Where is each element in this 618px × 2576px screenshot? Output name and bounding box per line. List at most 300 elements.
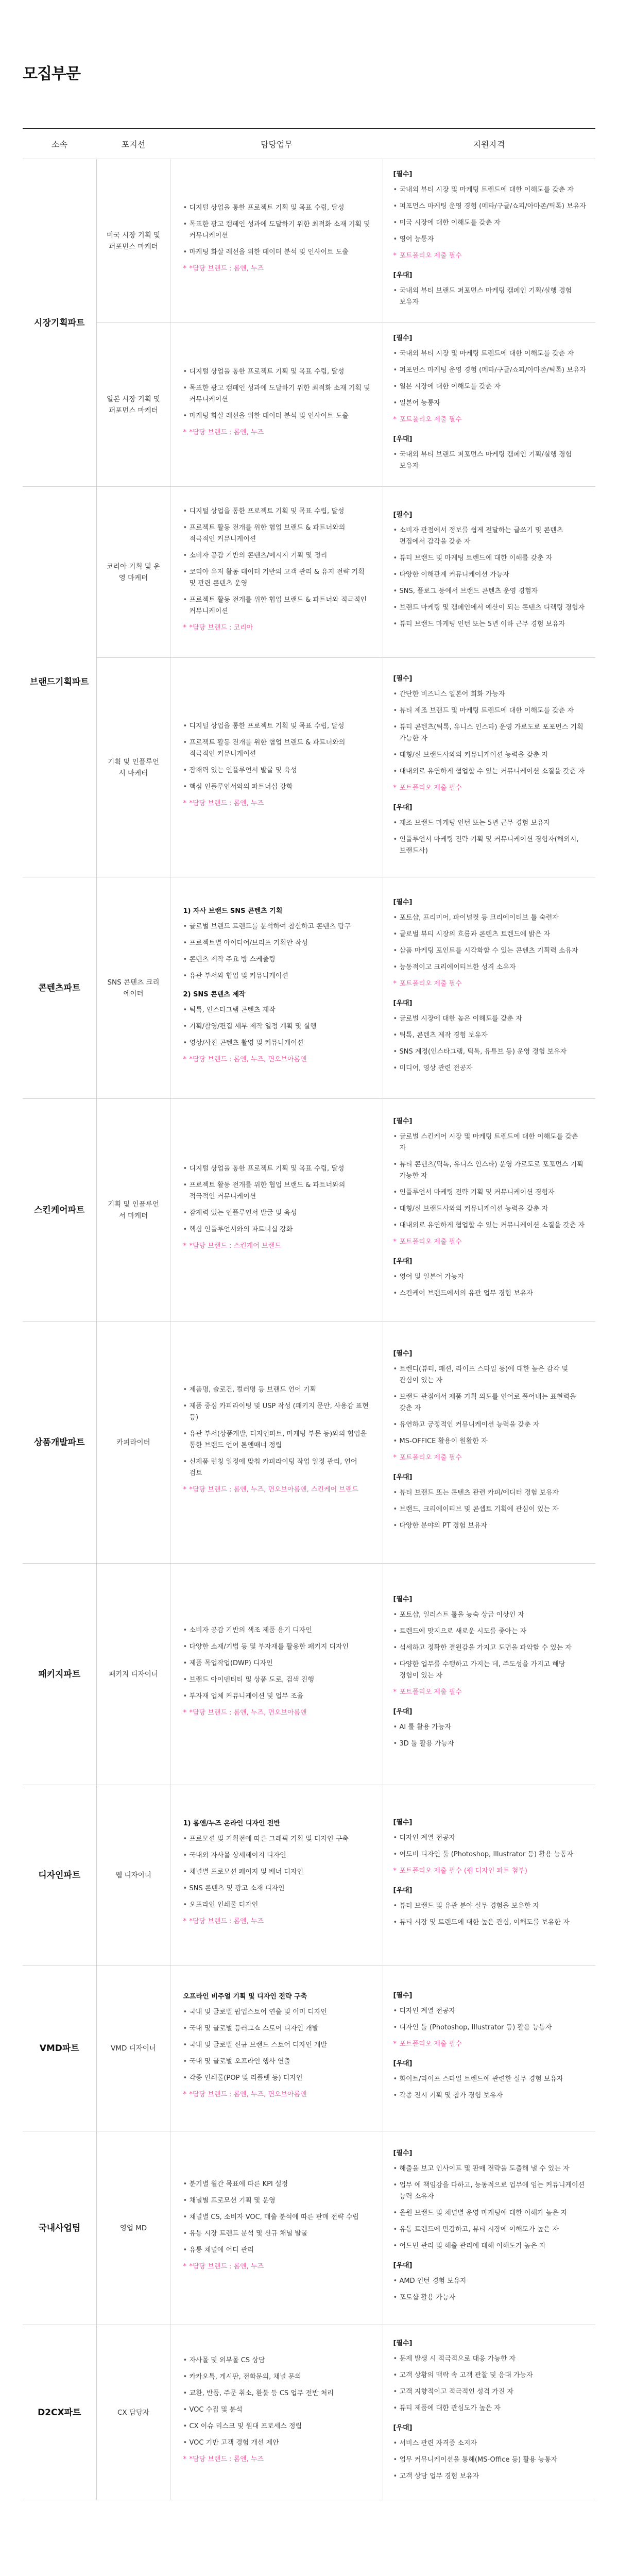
- qualification-section-heading: [필수]: [393, 2149, 413, 2157]
- qualification-list: [393, 525, 587, 630]
- duty-item: • 브랜드 아이덴티티 및 상품 도로, 검색 진행: [183, 1674, 371, 1686]
- position-cell: 기획 및 인플루언서 마케터: [96, 658, 170, 877]
- duty-list: [183, 2355, 371, 2465]
- header-duties: 담당업무: [170, 128, 383, 159]
- duties-cell: [170, 1564, 383, 1785]
- duty-note: * *담당 브랜드 : 롬앤, 누즈: [183, 798, 371, 809]
- qualification-item: • 포토샵, 일러스트 툴을 능숙 상급 이상인 자: [393, 1609, 587, 1621]
- qualifications-cell: [383, 159, 595, 323]
- table-row: [23, 1965, 595, 2131]
- table-row: [23, 1099, 595, 1321]
- duty-item: • 채널별 CS, 소비자 VOC, 매출 분석에 따른 판매 전략 수립: [183, 2212, 371, 2223]
- position-cell: CX 담당자: [96, 2325, 170, 2500]
- qualification-item: • 국내외 뷰티 브랜드 퍼포먼스 마케팅 캠페인 기획/실행 경험 보유자: [393, 449, 587, 472]
- duty-list: [183, 921, 371, 982]
- duty-list: [183, 202, 371, 275]
- qualification-note: * 포트폴리오 제출 필수 (웹 디자인 파트 첨부): [393, 1866, 587, 1877]
- qualification-section: [393, 1817, 587, 1877]
- duty-item: • 프로젝트별 아이디어/브리프 기획안 작성: [183, 938, 371, 949]
- qualifications-cell: [383, 323, 595, 487]
- qualifications-cell: [383, 877, 595, 1099]
- duty-item: • 소비자 공감 기반의 색조 제품 용기 디자인: [183, 1625, 371, 1636]
- duty-item: • 목표한 광고 캠페인 성과에 도달하기 위한 최적화 소재 기획 및 커뮤니케이션: [183, 219, 371, 242]
- table-row: [23, 658, 595, 877]
- duty-item: • 제품명, 슬로건, 컬러명 등 브랜드 언어 기획: [183, 1384, 371, 1396]
- qualification-note: * 포트폴리오 제출 필수: [393, 2039, 587, 2050]
- duty-section-heading: 1) 자사 브랜드 SNS 콘텐츠 기획: [183, 907, 283, 915]
- table-row: [23, 487, 595, 658]
- duty-item: • CX 이슈 리스크 및 원대 프로세스 정립: [183, 2421, 371, 2432]
- duties-cell: [170, 323, 383, 487]
- qualification-list: [393, 1272, 587, 1299]
- duty-item: • 국내외 자사몰 상세페이지 디자인: [183, 1850, 371, 1861]
- qualification-item: • 업무 커뮤니케이션을 통해(MS-Office 등) 활용 능통자: [393, 2454, 587, 2466]
- qualification-item: • 뷰티 콘텐츠(틱톡, 유니스 인스타) 운영 가로도로 포포먼스 기획 가능한 자: [393, 722, 587, 744]
- qualification-section: [393, 1706, 587, 1750]
- qualification-item: • 올원 브랜드 및 채널별 운영 마케팅에 대한 이해가 높은 자: [393, 2208, 587, 2219]
- duty-item: • 채널별 프로모션 기획 및 운영: [183, 2195, 371, 2207]
- qualification-section: [393, 998, 587, 1074]
- division-cell: 시장기획파트: [23, 159, 96, 487]
- duty-item: • 국내 및 글로벌 팝업스토어 연출 및 이미 디자인: [183, 2007, 371, 2018]
- qualification-section-heading: [필수]: [393, 1349, 413, 1358]
- duty-item: • 디지털 상업을 통한 프로젝트 기획 및 목표 수립, 달성: [183, 506, 371, 517]
- qualification-item: • 영어 능통자: [393, 234, 587, 245]
- duty-note: * *담당 브랜드 : 롬앤, 누즈: [183, 2454, 371, 2465]
- qualifications-cell: [383, 1564, 595, 1785]
- table-row: [23, 1321, 595, 1564]
- duties-cell: [170, 877, 383, 1099]
- qualifications-cell: [383, 2325, 595, 2500]
- qualification-item: • 고객 지향적이고 적극적인 성격 가진 자: [393, 2386, 587, 2398]
- qualification-item: • 삼품 마케팅 포인트를 시각화할 수 있는 콘텐츠 기획력 소유자: [393, 945, 587, 957]
- duties-cell: [170, 2131, 383, 2325]
- qualification-section-heading: [우대]: [393, 2424, 413, 2432]
- duty-section: [183, 2355, 371, 2465]
- position-cell: 영업 MD: [96, 2131, 170, 2325]
- duties-cell: [170, 1965, 383, 2131]
- division-cell: 디자인파트: [23, 1785, 96, 1965]
- duty-item: • 유통 시장 트렌드 분석 및 신규 채널 발굴: [183, 2228, 371, 2240]
- qualification-note: * 포트폴리오 제출 필수: [393, 783, 587, 794]
- duties-cell: [170, 658, 383, 877]
- duty-item: • 마케팅 화살 레선을 위한 데이터 분석 및 인사이트 도출: [183, 411, 371, 422]
- duties-cell: [170, 487, 383, 658]
- duties-cell: [170, 1785, 383, 1965]
- duty-section: [183, 1384, 371, 1496]
- qualification-item: • 3D 툴 활용 가능자: [393, 1738, 587, 1750]
- duty-item: • 프로젝트 활동 전개를 위한 협업 브랜드 & 파트너와의 적극적인 커뮤니케이션: [183, 737, 371, 760]
- duty-item: • SNS 콘텐츠 및 광고 소재 디자인: [183, 1883, 371, 1894]
- duty-item: • 국내 및 글로벌 오프라인 행사 연출: [183, 2056, 371, 2067]
- duties-cell: [170, 1321, 383, 1564]
- qualification-item: • 글로벌 뷰티 시장의 흐름과 콘텐츠 트렌드에 밝은 자: [393, 929, 587, 940]
- qualification-item: • 유통 트렌드에 민감하고, 뷰티 시장에 이해도가 높은 자: [393, 2224, 587, 2235]
- duty-note: * *담당 브랜드 : 롬앤, 누즈: [183, 2261, 371, 2273]
- duty-section: [183, 1625, 371, 1719]
- qualification-item: • 퍼포먼스 마케팅 운영 경험 (메타/구글/쇼피/아마존/틱톡) 보유자: [393, 201, 587, 212]
- qualification-section-heading: [우대]: [393, 2059, 413, 2067]
- duty-item: • 틱톡, 인스타그램 콘텐츠 제작: [183, 1005, 371, 1016]
- duty-note: * *담당 브랜드 : 롬앤, 누즈: [183, 427, 371, 438]
- qualification-section-heading: [우대]: [393, 1886, 413, 1894]
- qualification-item: • 국내외 뷰티 시장 및 마케팅 트렌드에 대한 이해도를 갖춘 자: [393, 184, 587, 196]
- qualification-section-heading: [필수]: [393, 1818, 413, 1826]
- qualification-item: • 대내외로 유연하게 협업할 수 있는 커뮤니케이션 소질을 갖춘 자: [393, 766, 587, 777]
- qualification-section-heading: [필수]: [393, 1117, 413, 1125]
- division-cell: 상품개발파트: [23, 1321, 96, 1564]
- qualification-list: [393, 1833, 587, 1877]
- duty-section-heading: 오프라인 비주얼 기획 및 디자인 전략 구축: [183, 1992, 307, 2001]
- duties-cell: [170, 159, 383, 323]
- qualification-section-heading: [우대]: [393, 1473, 413, 1481]
- duty-item: • 디지털 상업을 통한 프로젝트 기획 및 목표 수립, 달성: [183, 366, 371, 378]
- qualification-item: • AMD 인턴 경험 보유자: [393, 2276, 587, 2287]
- qualification-item: • 포토샵 활용 가능자: [393, 2292, 587, 2303]
- position-cell: 카피라이터: [96, 1321, 170, 1564]
- qualification-section: [393, 2148, 587, 2252]
- qualification-item: • 다양한 분야의 PT 경험 보유자: [393, 1520, 587, 1532]
- qualification-section: [393, 2058, 587, 2102]
- qualification-section: [393, 1472, 587, 1532]
- division-cell: 콘텐츠파트: [23, 877, 96, 1099]
- qualification-item: • 트렌드에 맞지으로 새로운 시도를 좋아는 자: [393, 1626, 587, 1637]
- division-cell: 패키지파트: [23, 1564, 96, 1785]
- qualification-item: • 글로벌 시장에 대한 높은 이해도를 갖춘 자: [393, 1013, 587, 1025]
- duty-item: • 디지털 상업을 통한 프로젝트 기획 및 목표 수립, 달성: [183, 202, 371, 214]
- duty-section: [183, 1818, 371, 1927]
- qualification-section-heading: [필수]: [393, 334, 413, 342]
- duty-item: • VOC 수집 및 분석: [183, 2404, 371, 2416]
- qualification-item: • 뷰티 시장 및 트렌드에 대한 높은 관심, 이해도를 보유한 자: [393, 1917, 587, 1928]
- qualification-list: [393, 1013, 587, 1074]
- duty-item: • 유통 채널에 어디 관리: [183, 2245, 371, 2256]
- qualification-section-heading: [필수]: [393, 674, 413, 683]
- qualification-item: • 트렌디(뷰티, 패션, 라이프 스타일 등)에 대한 높은 감각 및 관심이 있는 자: [393, 1364, 587, 1386]
- division-cell: 국내사업팀: [23, 2131, 96, 2325]
- qualification-item: • 화이트/라이프 스타일 트렌드에 관련한 실무 경험 보유자: [393, 2074, 587, 2085]
- duty-list: [183, 1384, 371, 1496]
- duty-item: • 프로젝트 활동 전개를 위한 협업 브랜드 & 파트너와의 적극적인 커뮤니케이션: [183, 522, 371, 545]
- duty-item: • 프로모션 및 기획전에 따른 그래픽 기획 및 디자인 구축: [183, 1834, 371, 1845]
- position-cell: 패키지 디자이너: [96, 1564, 170, 1785]
- duty-list: [183, 1625, 371, 1719]
- qualifications-cell: [383, 1321, 595, 1564]
- qualification-note: * 포트폴리오 제출 필수: [393, 1452, 587, 1464]
- qualification-section-heading: [필수]: [393, 2339, 413, 2347]
- qualification-item: • 영어 및 일본어 가능자: [393, 1272, 587, 1283]
- qualifications-cell: [383, 2131, 595, 2325]
- duty-item: • 프로젝트 활동 전개를 위한 협업 브랜드 & 파트너와 적극적인 커뮤니케이션: [183, 595, 371, 617]
- qualification-item: • 인플루언서 마케팅 전략 기획 및 커뮤니케이션 경험자: [393, 1187, 587, 1198]
- table-row: [23, 2325, 595, 2500]
- duty-section-heading: 1) 롬앤/누즈 온라인 디자인 전반: [183, 1819, 281, 1827]
- header-position: 포지션: [96, 128, 170, 159]
- qualification-section-heading: [필수]: [393, 511, 413, 519]
- duty-section: [183, 906, 371, 982]
- qualification-item: • 스킨케어 브랜드에서의 유관 업무 경험 보유자: [393, 1288, 587, 1299]
- qualification-section-heading: [우대]: [393, 1707, 413, 1716]
- qualification-section: [393, 1885, 587, 1928]
- qualification-item: • 브랜드 관점에서 제품 기획 의도를 언어로 풀어내는 표현력을 갖춘 자: [393, 1392, 587, 1414]
- duty-item: • 글로벌 브랜드 트렌드를 분석하여 참신하고 콘텐츠 탐구: [183, 921, 371, 933]
- duty-item: • 디지털 상업을 통한 프로젝트 기획 및 목표 수립, 달성: [183, 1163, 371, 1175]
- qualification-note: * 포트폴리오 제출 필수: [393, 250, 587, 262]
- duty-list: [183, 721, 371, 809]
- duty-item: • 소비자 공감 기반의 콘텐츠/메시지 기획 및 정리: [183, 550, 371, 562]
- duty-item: • 프로젝트 활동 전개를 위한 협업 브랜드 & 파트너와의 적극적인 커뮤니케이션: [183, 1180, 371, 1202]
- qualification-item: • 포토샵, 프리미어, 파이널컷 등 크리에이티브 툴 숙련자: [393, 912, 587, 924]
- position-cell: 일본 시장 기획 및 퍼포먼스 마케터: [96, 323, 170, 487]
- duties-cell: [170, 2325, 383, 2500]
- qualification-item: • 어도비 디자인 툴 (Photoshop, Illustrator 등) 활용 능통자: [393, 1849, 587, 1860]
- duty-item: • 마케팅 화살 레선을 위한 데이터 분석 및 인사이트 도출: [183, 247, 371, 258]
- qualification-list: [393, 2006, 587, 2050]
- qualification-item: • 뷰티 브랜드 또는 콘텐츠 관련 카피/에디터 경험 보유자: [393, 1487, 587, 1499]
- duty-item: • 디지털 상업을 통한 프로젝트 기획 및 목표 수립, 달성: [183, 721, 371, 732]
- duty-item: • 교환, 반품, 주문 취소, 환불 등 CS 업무 전반 처리: [183, 2388, 371, 2399]
- duty-section: [183, 202, 371, 275]
- qualification-item: • 뷰티 제품에 대한 관심도가 높은 자: [393, 2403, 587, 2414]
- qualification-section-heading: [우대]: [393, 1257, 413, 1265]
- duty-list: [183, 2007, 371, 2100]
- duty-item: • 잠재력 있는 인플루언서 발굴 및 육성: [183, 765, 371, 776]
- qualification-item: • 문제 발생 시 적극적으로 대응 가능한 자: [393, 2353, 587, 2365]
- qualification-item: • 뷰티 브랜드 및 마케팅 트렌드에 대한 이해를 갖춘 자: [393, 553, 587, 564]
- duty-note: * *담당 브랜드 : 롬앤, 누즈: [183, 263, 371, 275]
- qualification-section: [393, 270, 587, 308]
- qualification-item: • 제조 브랜드 마케팅 인턴 또는 5년 근무 경험 보유자: [393, 818, 587, 829]
- qualification-list: [393, 184, 587, 262]
- position-cell: 기획 및 인플루언서 마케터: [96, 1099, 170, 1321]
- qualification-section: [393, 333, 587, 426]
- qualification-list: [393, 2353, 587, 2414]
- duty-list: [183, 2179, 371, 2273]
- division-cell: 스킨케어파트: [23, 1099, 96, 1321]
- duty-section: [183, 366, 371, 438]
- qualification-list: [393, 1722, 587, 1750]
- duty-item: • 신제품 런칭 일정에 맞춰 카피라이팅 작업 일정 관리, 언어 검토: [183, 1456, 371, 1479]
- duty-list: [183, 1834, 371, 1927]
- page-title: 모집부문: [23, 65, 80, 83]
- qualification-item: • 소비자 관점에서 정보를 쉽게 전달하는 글쓰기 및 콘텐츠 편집에서 감각을 갖춘 자: [393, 525, 587, 548]
- qualification-section: [393, 434, 587, 472]
- duties-cell: [170, 1099, 383, 1321]
- duty-note: * *담당 브랜드 : 스킨케어 브랜드: [183, 1241, 371, 1252]
- qualification-item: • 고객 상황의 맥락 속 고객 관찰 및 응대 가능자: [393, 2370, 587, 2381]
- qualification-item: • 업무 에 책임감을 다하고, 능동적으로 업무에 임는 커뮤니케이션 능력 소유자: [393, 2180, 587, 2202]
- qualification-list: [393, 1487, 587, 1532]
- qualification-section-heading: [우대]: [393, 999, 413, 1007]
- table-header-row: [23, 128, 595, 159]
- qualification-item: • AI 툴 활용 가능자: [393, 1722, 587, 1733]
- table-row: [23, 159, 595, 323]
- qualification-item: • 퍼포먼스 마케팅 운영 경험 (메타/구글/쇼피/아마존/틱톡) 보유자: [393, 365, 587, 376]
- table-row: [23, 2131, 595, 2325]
- duty-list: [183, 1005, 371, 1065]
- duty-section: [183, 1991, 371, 2100]
- duty-item: • 핵심 인플루언서와의 파트너십 강화: [183, 782, 371, 793]
- qualification-section-heading: [필수]: [393, 1595, 413, 1603]
- qualification-item: • 다양한 업무를 수행하고 가지는 데, 주도성을 가지고 해당 경험이 있는 자: [393, 1659, 587, 1682]
- qualification-list: [393, 285, 587, 308]
- position-cell: 웹 디자이너: [96, 1785, 170, 1965]
- duty-note: * *담당 브랜드 : 롬앤, 누즈, 면오브아롬앤: [183, 1054, 371, 1065]
- qualification-section: [393, 169, 587, 262]
- qualification-section-heading: [필수]: [393, 898, 413, 906]
- duty-item: • 유관 부서(상품개발, 디자인파트, 마케팅 부문 등)와의 협업을 통한 브랜드 언어 톤앤매너 정립: [183, 1429, 371, 1451]
- duty-item: • 카카오톡, 게시판, 전화문의, 채널 문의: [183, 2371, 371, 2383]
- qualification-list: [393, 2163, 587, 2252]
- qualifications-cell: [383, 1099, 595, 1321]
- qualification-section-heading: [우대]: [393, 803, 413, 811]
- qualification-section: [393, 802, 587, 857]
- table-row: [23, 1785, 595, 1965]
- duty-note: * *담당 브랜드 : 롬앤, 누즈, 면오브아롬앤: [183, 1707, 371, 1719]
- duty-section: [183, 2179, 371, 2273]
- qualification-item: • 브랜드, 크리에이티브 및 콘셉트 기획에 관심이 있는 자: [393, 1504, 587, 1515]
- qualification-section: [393, 2260, 587, 2303]
- qualification-item: • MS-OFFICE 활용이 원활한 자: [393, 1436, 587, 1447]
- qualification-item: • 디자인 계열 전공자: [393, 2006, 587, 2017]
- qualification-list: [393, 1364, 587, 1464]
- duty-item: • 국내 및 글로벌 등러그쇼 스토어 디자인 개발: [183, 2023, 371, 2035]
- qualification-item: • 다양한 이해관계 커뮤니케이션 가능자: [393, 569, 587, 581]
- duty-note: * *담당 브랜드 : 롬앤, 누즈: [183, 1916, 371, 1927]
- qualification-section: [393, 1990, 587, 2050]
- duty-item: • 코리아 유저 활동 데이터 기반의 고객 관리 & 유지 전략 기획 및 관련 콘텐츠 운영: [183, 567, 371, 589]
- qualification-item: • 서비스 관련 자격증 소지자: [393, 2438, 587, 2449]
- duty-item: • 기획/촬영/편집 세부 제작 일정 계획 및 실행: [183, 1021, 371, 1032]
- division-cell: D2CX파트: [23, 2325, 96, 2500]
- qualification-section: [393, 1256, 587, 1299]
- qualification-item: • 미국 시장에 대한 이해도를 갖춘 자: [393, 217, 587, 229]
- qualification-item: • 일본어 능통자: [393, 398, 587, 409]
- duty-item: • 제품 중심 카피라이팅 및 USP 작성 (패키지 문안, 사용감 표현 등): [183, 1401, 371, 1423]
- qualification-note: * 포트폴리오 제출 필수: [393, 978, 587, 990]
- qualification-section-heading: [우대]: [393, 2261, 413, 2269]
- qualifications-cell: [383, 487, 595, 658]
- duty-item: • 핵심 인플루언서와의 파트너십 강화: [183, 1224, 371, 1235]
- qualification-item: • 섬세하고 정확한 결원감을 가지고 도면을 파악할 수 있는 자: [393, 1642, 587, 1654]
- recruit-table: [23, 128, 595, 2500]
- qualification-item: • 능동적이고 크리에이티브한 성격 소유자: [393, 962, 587, 973]
- duty-item: • 제품 목업작업(DWP) 디자인: [183, 1658, 371, 1669]
- duty-section: [183, 1163, 371, 1252]
- duty-note: * *담당 브랜드 : 코리아: [183, 622, 371, 634]
- duty-item: • 콘텐츠 제작 주요 방 스케줄링: [183, 954, 371, 965]
- qualification-section: [393, 1348, 587, 1464]
- duty-item: • 국내 및 글로벌 신규 브랜드 스토어 디자인 개발: [183, 2040, 371, 2051]
- qualification-item: • 각종 전시 기획 및 참가 경험 보유자: [393, 2090, 587, 2102]
- qualification-item: • 뷰티 콘텐츠(틱톡, 유니스 인스타) 운영 가로도로 포포먼스 기획 가능한 자: [393, 1159, 587, 1182]
- qualification-list: [393, 1609, 587, 1698]
- duty-section: [183, 721, 371, 809]
- qualification-list: [393, 348, 587, 426]
- duty-item: • 유관 부서와 협업 및 커뮤니케이션: [183, 971, 371, 982]
- table-row: [23, 877, 595, 1099]
- qualification-item: • 대형/신 브랜드사와의 커뮤니케이션 능력을 갖춘 자: [393, 750, 587, 761]
- duty-note: * *담당 브랜드 : 롬앤, 누즈, 면오브아롬앤: [183, 2089, 371, 2100]
- qualification-item: • 대형/신 브랜드사와의 커뮤니케이션 능력을 갖춘 자: [393, 1204, 587, 1215]
- header-qualifications: 지원자격: [383, 128, 595, 159]
- duty-item: • 영상/사진 콘텐츠 촬영 및 커뮤니케이션: [183, 1038, 371, 1049]
- qualification-list: [393, 2276, 587, 2303]
- qualification-item: • 어드민 관리 및 해출 관리에 대해 이해도가 높은 자: [393, 2241, 587, 2252]
- duty-item: • 자사몰 및 외부몰 CS 상담: [183, 2355, 371, 2366]
- duty-item: • 오프라인 인쇄물 디자인: [183, 1900, 371, 1911]
- qualification-item: • SNS, 플로그 등에서 브랜드 콘텐츠 운영 경험자: [393, 586, 587, 597]
- qualification-item: • 해출을 보고 인사이트 및 판매 전략을 도출해 낼 수 있는 자: [393, 2163, 587, 2175]
- duty-note: * *담당 브랜드 : 롬앤, 누즈, 면오브아롬앤, 스킨케어 브랜드: [183, 1484, 371, 1496]
- qualification-item: • 브랜드 마케팅 및 캠페인에서 예산이 되는 콘텐츠 디렉팅 경험자: [393, 602, 587, 614]
- qualification-section: [393, 897, 587, 990]
- duty-item: • 잠재력 있는 인플루언서 발굴 및 육성: [183, 1208, 371, 1219]
- qualification-item: • 인플루언서 마케팅 전략 기획 및 커뮤니케이션 경험자(해외시, 브랜드사): [393, 834, 587, 857]
- duty-list: [183, 366, 371, 438]
- duty-item: • 분기별 월간 목표에 따른 KPI 설정: [183, 2179, 371, 2190]
- table-row: [23, 1564, 595, 1785]
- duty-section: [183, 989, 371, 1065]
- qualification-item: • 뷰티 브랜드 및 유관 분야 실무 경험을 보유한 자: [393, 1901, 587, 1912]
- qualification-list: [393, 912, 587, 990]
- duty-item: • 목표한 광고 캠페인 성과에 도달하기 위한 최적화 소재 기획 및 커뮤니케이션: [183, 383, 371, 405]
- qualification-note: * 포트폴리오 제출 필수: [393, 1687, 587, 1698]
- qualification-item: • 글로벌 스킨케어 시장 및 마케팅 트렌드에 대한 이해도를 갖춘 자: [393, 1131, 587, 1154]
- division-cell: VMD파트: [23, 1965, 96, 2131]
- qualification-item: • 국내외 뷰티 브랜드 퍼포먼스 마케팅 캠페인 기획/실행 경험 보유자: [393, 285, 587, 308]
- duty-list: [183, 1163, 371, 1252]
- qualifications-cell: [383, 1785, 595, 1965]
- qualification-section-heading: [우대]: [393, 271, 413, 279]
- qualification-item: • 유연하고 긍정적인 커뮤니케이션 능력을 갖춘 자: [393, 1419, 587, 1431]
- qualification-section-heading: [우대]: [393, 435, 413, 443]
- qualifications-cell: [383, 658, 595, 877]
- qualification-list: [393, 689, 587, 794]
- qualification-section: [393, 673, 587, 794]
- qualification-note: * 포트폴리오 제출 필수: [393, 414, 587, 426]
- qualification-item: • 틱톡, 콘텐츠 제작 경험 보유자: [393, 1030, 587, 1041]
- duty-section-heading: 2) SNS 콘텐츠 제작: [183, 990, 246, 998]
- qualifications-cell: [383, 1965, 595, 2131]
- duty-section: [183, 506, 371, 634]
- qualification-section-heading: [필수]: [393, 1991, 413, 1999]
- qualification-section: [393, 2422, 587, 2482]
- qualification-note: * 포트폴리오 제출 필수: [393, 1236, 587, 1248]
- qualification-section: [393, 2338, 587, 2414]
- qualification-list: [393, 449, 587, 472]
- duty-list: [183, 506, 371, 634]
- qualification-item: • 미디어, 영상 관련 전공자: [393, 1063, 587, 1074]
- qualification-item: • 디자인 계열 전공자: [393, 1833, 587, 1844]
- duty-item: • VOC 기반 고객 경험 개선 제안: [183, 2437, 371, 2449]
- qualification-item: • 대내외로 유연하게 협업할 수 있는 커뮤니케이션 소질을 갖춘 자: [393, 1220, 587, 1231]
- header-division: 소속: [23, 128, 96, 159]
- qualification-section: [393, 1594, 587, 1698]
- duty-item: • 채널별 프로모션 페이지 및 배너 디자인: [183, 1867, 371, 1878]
- qualification-item: • 뷰티 브랜드 마케팅 인턴 또는 5년 이하 근무 경험 보유자: [393, 619, 587, 630]
- qualification-section-heading: [필수]: [393, 170, 413, 178]
- qualification-item: • 간단한 비즈니스 일본어 회화 가능자: [393, 689, 587, 700]
- position-cell: SNS 콘텐츠 크리에이터: [96, 877, 170, 1099]
- qualification-item: • 고객 상담 업무 경험 보유자: [393, 2471, 587, 2482]
- qualification-item: • 일본 시장에 대한 이해도를 갖춘 자: [393, 381, 587, 393]
- duty-item: • 부자재 업체 커뮤니케이션 및 업무 조율: [183, 1691, 371, 1702]
- duty-item: • 다양한 소재/기법 등 및 부자재를 활용한 패키지 디자인: [183, 1641, 371, 1653]
- position-cell: 코리아 기획 및 운영 마케터: [96, 487, 170, 658]
- qualification-item: • SNS 계정(인스타그램, 틱톡, 유튜브 등) 운영 경험 보유자: [393, 1046, 587, 1058]
- position-cell: VMD 디자이너: [96, 1965, 170, 2131]
